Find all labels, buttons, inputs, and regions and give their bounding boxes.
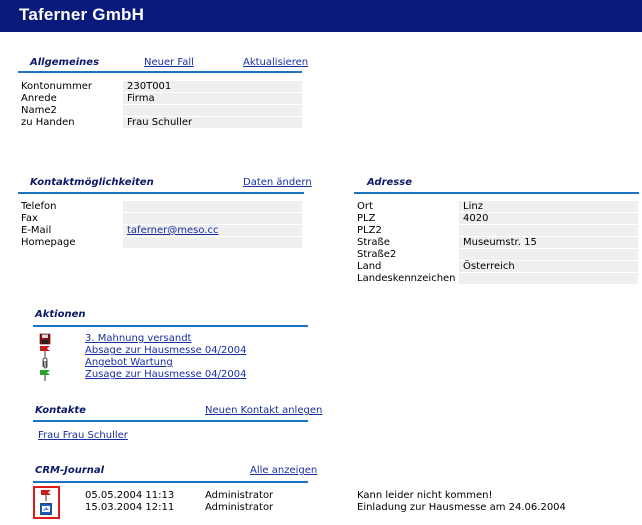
field-label-landeskennzeichen: Landeskennzeichen (357, 273, 456, 284)
field-label-anrede: Anrede (21, 93, 57, 104)
section-title-kontakte: Kontakte (35, 405, 86, 416)
section-title-kontakt: Kontaktmöglichkeiten (30, 177, 154, 188)
section-divider (354, 192, 639, 194)
refresh-link[interactable]: Aktualisieren (243, 57, 309, 68)
contact-item[interactable]: Frau Frau Schuller (38, 430, 128, 441)
show-all-link[interactable]: Alle anzeigen (250, 465, 318, 476)
field-value-landeskennzeichen (459, 273, 638, 284)
field-value-strasse: Museumstr. 15 (459, 237, 638, 248)
field-label-zu-handen: zu Handen (21, 117, 75, 128)
field-value-homepage (123, 237, 302, 248)
field-value-anrede: Firma (123, 93, 302, 104)
red-flag-icon (39, 345, 51, 357)
paperclip-icon (39, 357, 51, 369)
section-title-aktionen: Aktionen (35, 309, 86, 320)
field-label-kontonummer: Kontonummer (21, 81, 92, 92)
new-case-link[interactable]: Neuer Fall (144, 57, 194, 68)
journal-entry-user: Administrator (205, 490, 274, 501)
email-link[interactable]: taferner@meso.cc (123, 225, 302, 236)
action-item-angebot[interactable]: Angebot Wartung (85, 357, 173, 368)
section-divider (18, 71, 302, 73)
journal-entry-text: Kann leider nicht kommen! (357, 490, 493, 501)
section-divider (33, 325, 308, 327)
field-value-zu-handen: Frau Schuller (123, 117, 302, 128)
field-value-strasse2 (459, 249, 638, 260)
journal-entry-user: Administrator (205, 502, 274, 513)
section-divider (33, 481, 308, 483)
field-value-plz2 (459, 225, 638, 236)
field-value-ort: Linz (459, 201, 638, 212)
section-title-allgemeines: Allgemeines (30, 57, 100, 68)
field-value-name2 (123, 105, 302, 116)
field-value-land: Österreich (459, 261, 638, 272)
journal-entry-datetime: 15.03.2004 12:11 (85, 502, 175, 513)
header-bar (0, 0, 642, 32)
field-label-ort: Ort (357, 201, 373, 212)
action-item-absage[interactable]: Absage zur Hausmesse 04/2004 (85, 345, 247, 356)
field-value-plz: 4020 (459, 213, 638, 224)
journal-entry-datetime: 05.05.2004 11:13 (85, 490, 175, 501)
section-title-adresse: Adresse (367, 177, 412, 188)
field-value-telefon (123, 201, 302, 212)
red-flag-icon[interactable] (40, 489, 52, 501)
green-flag-icon (39, 369, 51, 381)
field-value-fax (123, 213, 302, 224)
action-item-zusage[interactable]: Zusage zur Hausmesse 04/2004 (85, 369, 247, 380)
field-label-name2: Name2 (21, 105, 57, 116)
field-label-email: E-Mail (21, 225, 52, 236)
field-label-plz2: PLZ2 (357, 225, 382, 236)
action-item-mahnung[interactable]: 3. Mahnung versandt (85, 333, 192, 344)
field-label-telefon: Telefon (21, 201, 57, 212)
field-value-kontonummer: 230T001 (123, 81, 302, 92)
field-label-plz: PLZ (357, 213, 376, 224)
field-label-strasse: Straße (357, 237, 390, 248)
company-title: Taferner GmbH (19, 5, 145, 24)
section-divider (18, 192, 304, 194)
section-title-crm-journal: CRM-Journal (35, 465, 105, 476)
field-label-land: Land (357, 261, 382, 272)
journal-entry-text: Einladung zur Hausmesse am 24.06.2004 (357, 502, 566, 513)
section-divider (33, 420, 308, 422)
field-label-homepage: Homepage (21, 237, 76, 248)
field-label-strasse2: Straße2 (357, 249, 397, 260)
new-contact-link[interactable]: Neuen Kontakt anlegen (205, 405, 323, 416)
field-label-fax: Fax (21, 213, 38, 224)
edit-data-link[interactable]: Daten ändern (243, 177, 312, 188)
save-disk-icon (39, 333, 51, 345)
forward-mail-icon[interactable] (40, 503, 52, 515)
